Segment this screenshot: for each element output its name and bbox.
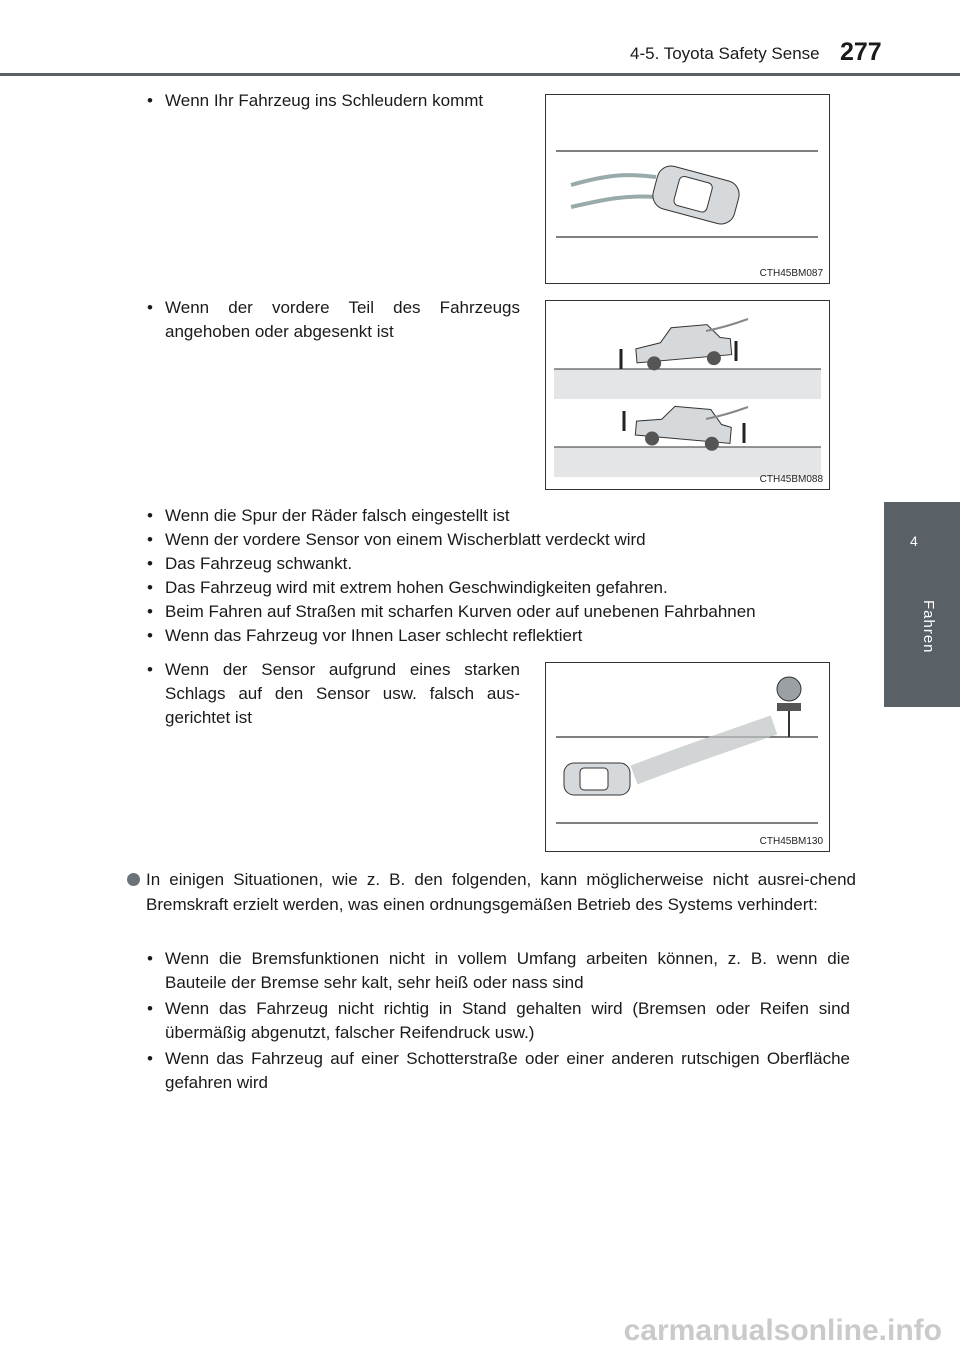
- bullet-text: Wenn der vordere Teil des Fahrzeugs angehoben oder abgesenkt ist: [165, 298, 520, 341]
- header-divider: [0, 73, 960, 76]
- watermark: carmanualsonline.info: [623, 1314, 942, 1347]
- list-item: • Wenn Ihr Fahrzeug ins Schleudern kommt: [147, 91, 484, 110]
- bullet-text: Wenn die Spur der Räder falsch eingestellt ist: [165, 506, 510, 525]
- list-item: • Wenn der Sensor aufgrund eines starken Schlags auf den Sensor usw. falsch aus-gerichtet ist: [147, 660, 520, 727]
- bullet-text: Wenn der vordere Sensor von einem Wischerblatt verdeckt wird: [165, 530, 646, 549]
- tilt-illustration: [546, 301, 829, 489]
- list-item: • Wenn der vordere Teil des Fahrzeugs angehoben oder abgesenkt ist: [147, 298, 520, 341]
- sensor-illustration: [546, 663, 829, 851]
- bullet-text: Wenn das Fahrzeug nicht richtig in Stand gehalten wird (Bremsen oder Reifen sind übermäßig abgenutzt, falscher Reifendruck usw.): [165, 999, 850, 1042]
- list-item: • Das Fahrzeug schwankt.: [147, 554, 353, 573]
- figure-code: CTH45BM130: [759, 836, 823, 847]
- list-item: • Wenn das Fahrzeug nicht richtig in Stand gehalten wird (Bremsen oder Reifen sind übermäßig abgenutzt, falscher Reifendruck usw.): [147, 999, 850, 1042]
- bullet-text: Wenn das Fahrzeug vor Ihnen Laser schlecht reflektiert: [165, 626, 583, 645]
- page-number: 277: [840, 38, 882, 66]
- bullet-text: Wenn Ihr Fahrzeug ins Schleudern kommt: [165, 91, 484, 110]
- list-item: • Wenn die Spur der Räder falsch eingestellt ist: [147, 506, 510, 525]
- list-item: • Wenn das Fahrzeug vor Ihnen Laser schlecht reflektiert: [147, 626, 583, 645]
- list-item: • Wenn der vordere Sensor von einem Wischerblatt verdeckt wird: [147, 530, 646, 549]
- lead-paragraph: In einigen Situationen, wie z. B. den folgenden, kann möglicherweise nicht ausrei-chend Bremskraft erzielt werden, was einen ordnungsgemäßen Betrieb des Systems verhindert:: [146, 870, 856, 914]
- bullet-circle-icon: [127, 873, 140, 886]
- figure-skid: [545, 94, 830, 284]
- skid-illustration: [546, 95, 829, 283]
- figure-code: CTH45BM088: [759, 474, 823, 485]
- bullet-text: Wenn der Sensor aufgrund eines starken Schlags auf den Sensor usw. falsch aus-gerichtet ist: [165, 660, 520, 727]
- figure-sensor: [545, 662, 830, 852]
- bullet-text: Wenn die Bremsfunktionen nicht in vollem Umfang arbeiten können, z. B. wenn die Bauteile der Bremse sehr kalt, sehr heiß oder nass sind: [165, 949, 850, 992]
- chapter-number: 4: [910, 533, 918, 549]
- list-item: • Beim Fahren auf Straßen mit scharfen Kurven oder auf unebenen Fahrbahnen: [147, 602, 756, 621]
- figure-code: CTH45BM087: [759, 268, 823, 279]
- list-item: • Das Fahrzeug wird mit extrem hohen Geschwindigkeiten gefahren.: [147, 578, 668, 597]
- section-title: 4-5. Toyota Safety Sense: [630, 44, 820, 63]
- chapter-label: Fahren: [920, 600, 937, 654]
- list-item: • Wenn die Bremsfunktionen nicht in vollem Umfang arbeiten können, z. B. wenn die Bauteile der Bremse sehr kalt, sehr heiß oder nass sind: [147, 949, 850, 992]
- bullet-text: Das Fahrzeug schwankt.: [165, 554, 353, 573]
- figure-tilt: [545, 300, 830, 490]
- bullet-text: Das Fahrzeug wird mit extrem hohen Geschwindigkeiten gefahren.: [165, 578, 668, 597]
- bullet-text: Wenn das Fahrzeug auf einer Schotterstraße oder einer anderen rutschigen Oberfläche gefahren wird: [165, 1049, 850, 1092]
- list-item: • Wenn das Fahrzeug auf einer Schotterstraße oder einer anderen rutschigen Oberfläche gefahren wird: [147, 1049, 850, 1092]
- bullet-text: Beim Fahren auf Straßen mit scharfen Kurven oder auf unebenen Fahrbahnen: [165, 602, 756, 621]
